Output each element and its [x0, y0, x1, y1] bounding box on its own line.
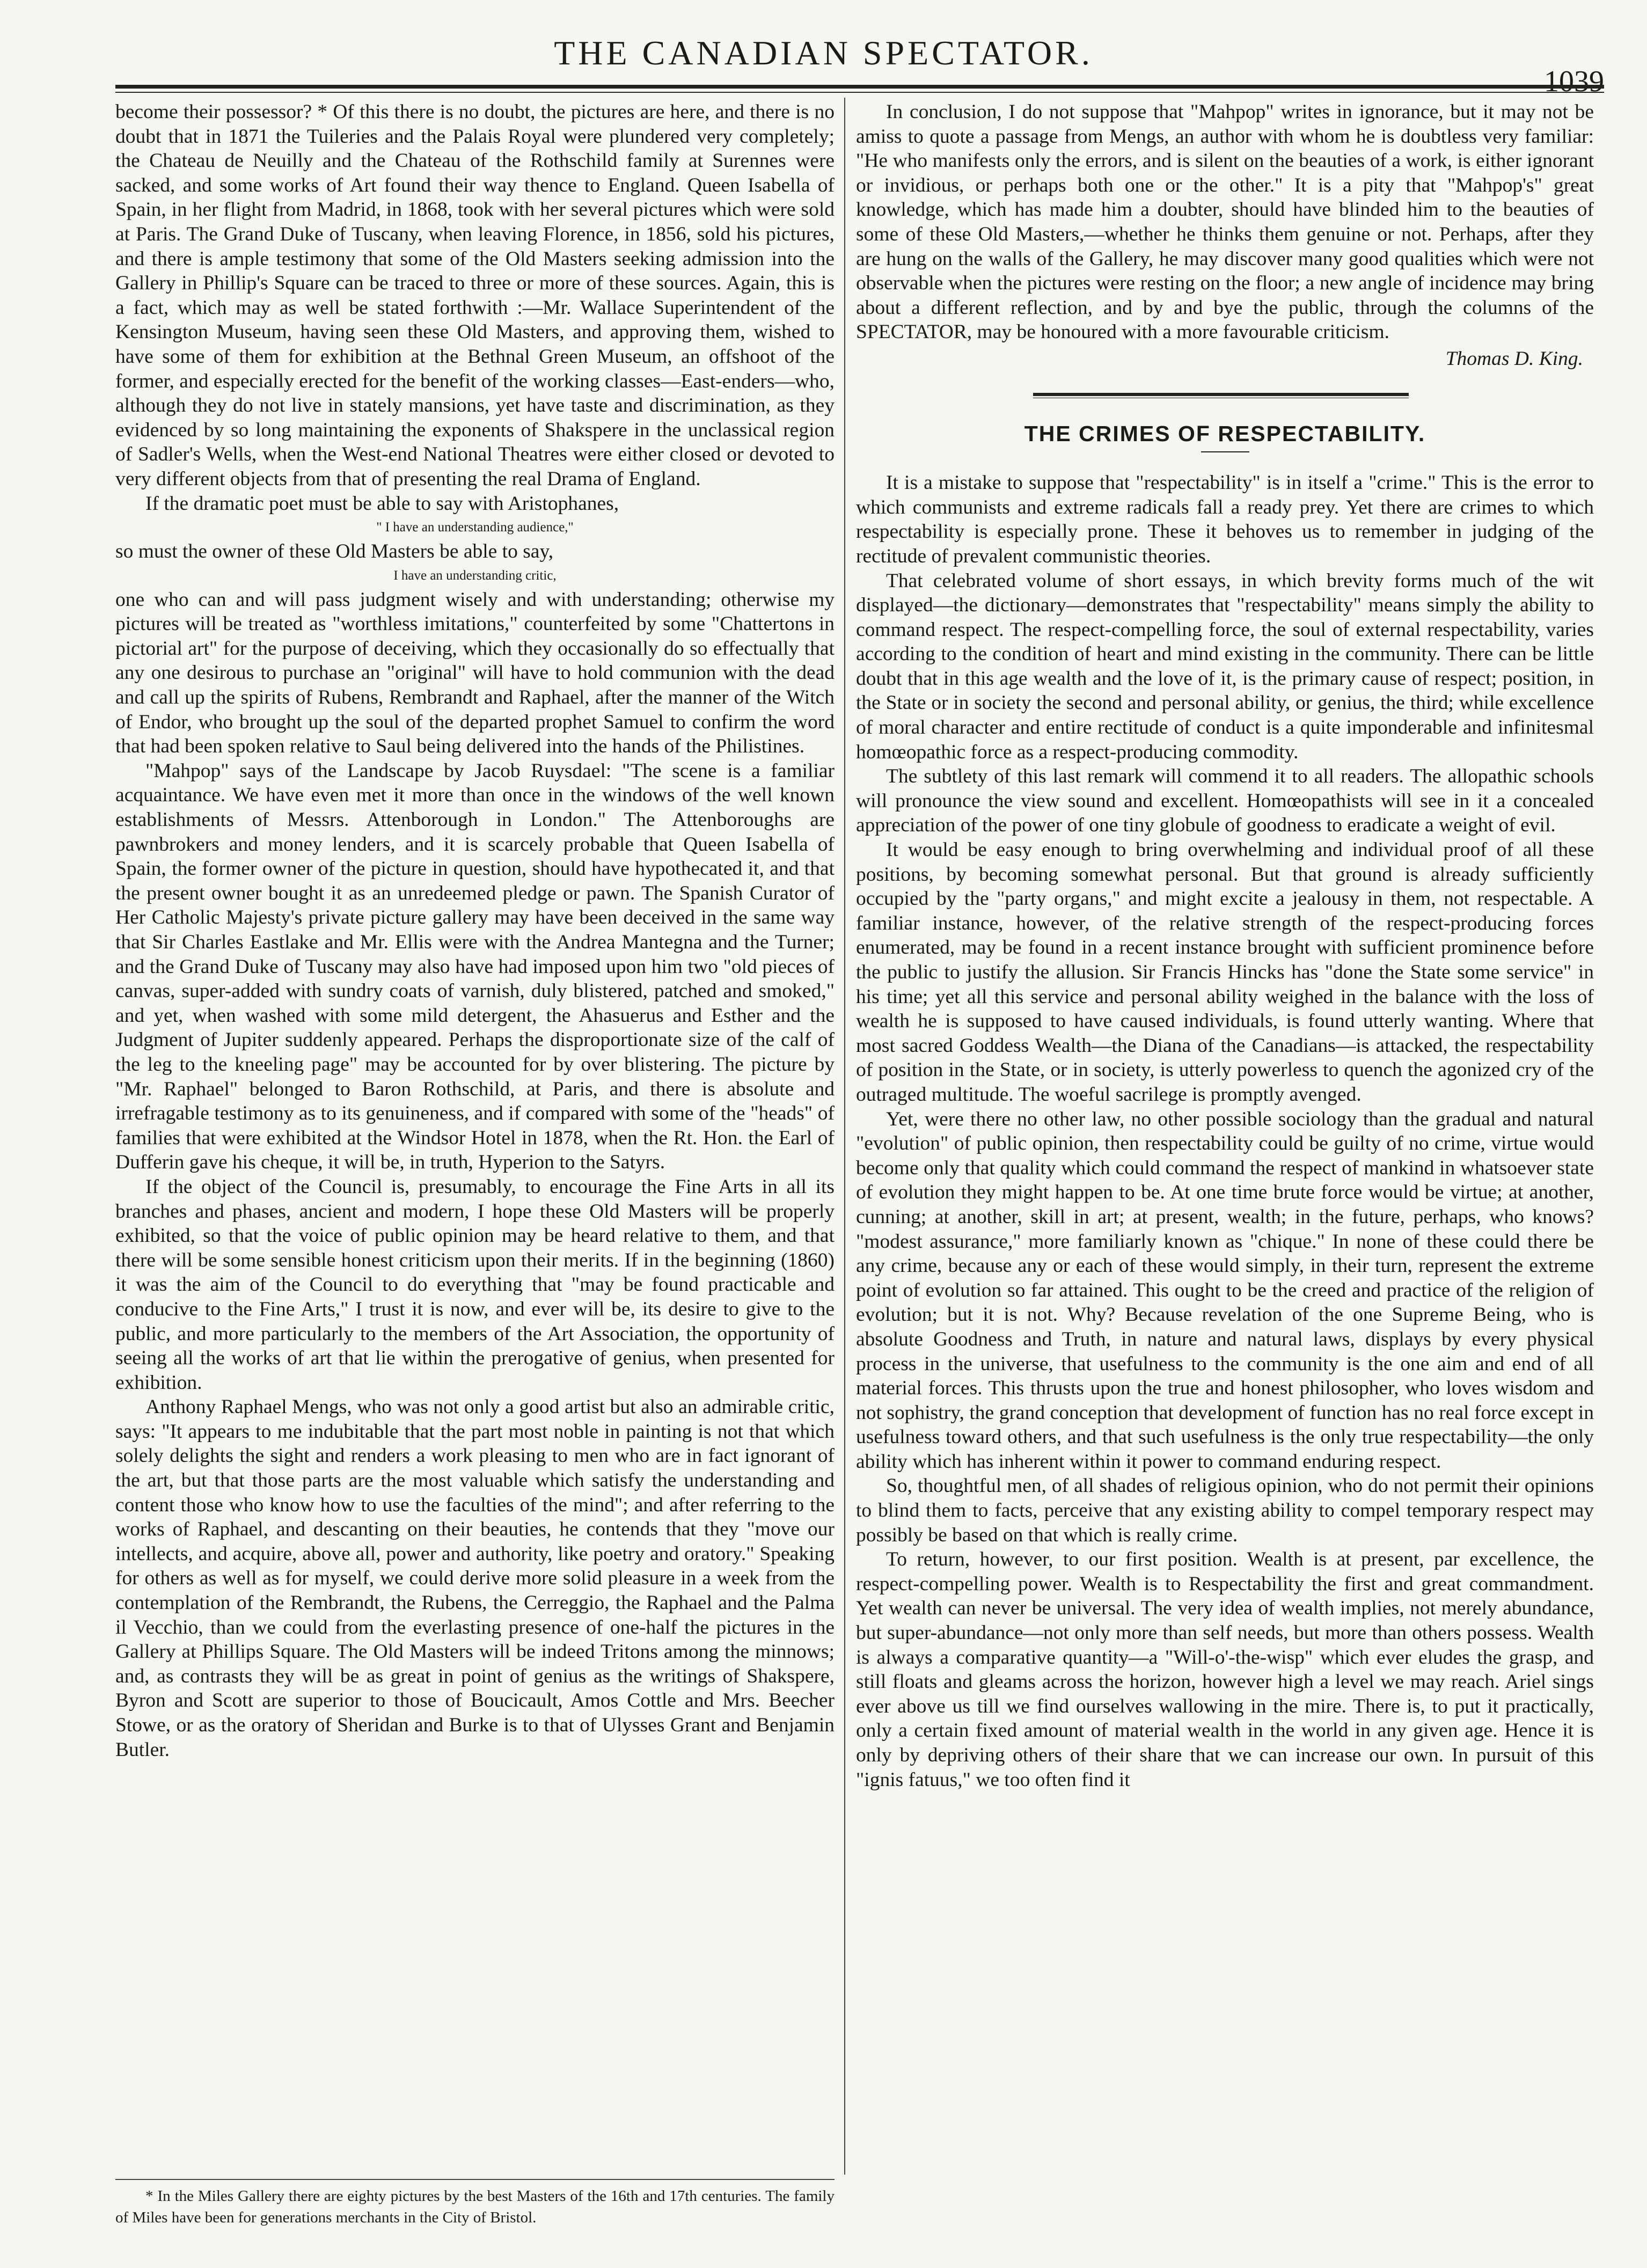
paragraph: so must the owner of these Old Masters be able to say,	[115, 540, 554, 563]
page-title: THE CANADIAN SPECTATOR.	[554, 34, 1093, 72]
paragraph: become their possessor? * Of this there is no doubt, the pictures are here, and there is no doubt that in 1871 the Tuileries and the Palais Royal were plundered very completely; the Chateau de Neuilly and the Chateau of the Rothschild family at Surennes were sacked, and some works of Art found their way thence to England. Queen Isabella of Spain, in her flight from Madrid, in 1868, took with her several pictures which were sold at Paris. The Grand Duke of Tuscany, when leaving Florence, in 1856, sold his pictures, and there is ample testimony that some of the Old Masters seeking admission into the Gallery in Phillip's Square can be traced to three or more of these sources. Again, this is a fact, which may as well be stated forthwith :—Mr. Wallace Superintendent of the Kensington Museum, having seen these Old Masters, and approving them, wished to have some of them for exhibition at the Bethnal Green Museum, an offshoot of the former, and especially erected for the benefit of the working classes—East-enders—who, although they do not live in stately mansions, yet have taste and discrimination, as they evidenced by so long maintaining the exponents of Shakspere in the unclassical region of Sadler's Wells, when the West-end National Theatres were either closed or devoted to very different objects from that of presenting the real Drama of England.	[115, 101, 835, 490]
paragraph: Anthony Raphael Mengs, who was not only a good artist but also an admirable critic, says: "It appears to me indubitable that the part most noble in painting is not that which solely delights the sight and renders a work pleasing to men who are in fact ignorant of the art, but that those parts are the most valuable which satisfy the understanding and content those who know how to use the faculties of the mind"; and after referring to the works of Raphael, and descanting on their beauties, he contends that they "move our intellects, and acquire, above all, power and authority, like poetry and oratory." Speaking for others as well as for myself, we could derive more solid pleasure in a week from the contemplation of the Rembrandt, the Rubens, the Cerreggio, the Raphael and the Palma il Vecchio, than we could from the everlasting presence of one-half the pictures in the Gallery at Phillips Square. The Old Masters will be indeed Tritons among the minnows; and, as contrasts they will be as great in point of genius as the writings of Shakspere, Byron and Scott are superior to those of Boucicault, Amos Cottle and Mrs. Beecher Stowe, or as the oratory of Sheridan and Burke is to that of Ulysses Grant and Benjamin Butler.	[115, 1396, 835, 1761]
paragraph: Yet, were there no other law, no other possible sociology than the gradual and natural "evolution" of public opinion, then respectability could be guilty of no crime, virtue would become only that quality which could command the respect of mankind in whatsoever state of evolution they might happen to be. At one time brute force would be virtue; at another, cunning; at another, skill in art; at present, wealth; in the future, perhaps, who knows? "modest assurance," more familiarly known as "chique." In none of these could there be any crime, because any or each of these would simply, in their turn, represent the extreme point of evolution so far attained. This ought to be the creed and practice of the religion of evolution; but it is not. Why? Because revelation of the one Supreme Being, who is absolute Goodness and Truth, in nature and natural laws, displays by every physical process in the universe, that usefulness to the community is the one aim and end of all material forces. This thrusts upon the true and honest philosopher, who loves wisdom and not sophistry, the grand conception that development of function has no real force except in usefulness toward others, and that such usefulness is the only true respectability—the only ability which has inherent within it power to command enduring respect.	[856, 1108, 1594, 1473]
paragraph: It is a mistake to suppose that "respectability" is in itself a "crime." This is the error to which communists and extreme radicals fall a ready prey. Yet there are crimes to which respectability is especially prone. These it behoves us to remember in judging of the rectitude of prevalent communistic theories.	[856, 472, 1594, 567]
page-number: 1039	[1544, 65, 1604, 98]
header-rule	[115, 85, 1604, 93]
paragraph: If the dramatic poet must be able to say with Aristophanes,	[145, 492, 619, 515]
author-signature: Thomas D. King.	[1445, 347, 1583, 370]
quotation: " I have an understanding audience,"	[376, 520, 574, 535]
paragraph: The subtlety of this last remark will commend it to all readers. The allopathic schools will pronounce the view sound and excellent. Homœopathists will see in it a concealed appreciation of the power of one tiny globule of goodness to eradicate a weight of evil.	[856, 765, 1594, 837]
title-rule	[1201, 451, 1249, 452]
article-separator	[1033, 393, 1409, 398]
right-column	[856, 100, 1594, 2230]
paragraph: So, thoughtful men, of all shades of religious opinion, who do not permit their opinions to blind them to facts, perceive that any existing ability to compel temporary respect may possibly be based on that which is really crime.	[856, 1475, 1594, 1546]
quotation: I have an understanding critic,	[393, 568, 557, 583]
footnote	[115, 2185, 835, 2228]
column-divider	[844, 98, 845, 2175]
paragraph: one who can and will pass judgment wisely and with understanding; otherwise my pictures will be treated as "worthless imitations," counterfeited by some "Chattertons in pictorial art" for the purpose of deceiving, which they occasionally do so effectually that any one desirous to purchase an "original" will have to hold communion with the dead and call up the spirits of Rubens, Rembrandt and Raphael, after the manner of the Witch of Endor, who brought up the soul of the departed prophet Samuel to confirm the word that had been spoken relative to Saul being delivered into the hands of the Philistines.	[115, 588, 835, 758]
article-title: THE CRIMES OF RESPECTABILITY.	[1024, 421, 1426, 446]
paragraph: If the object of the Council is, presumably, to encourage the Fine Arts in all its branches and phases, ancient and modern, I hope these Old Masters will be properly exhibited, so that the voice of public opinion may be heard relative to them, and that there will be some sensible honest criticism upon their merits. If in the beginning (1860) it was the aim of the Council to do everything that "may be found practicable and conducive to the Fine Arts," I trust it is now, and ever will be, its desire to give to the public, and more particularly to the members of the Art Association, the opportunity of seeing all the works of art that lie within the prerogative of genius, when presented for exhibition.	[115, 1175, 835, 1394]
footnote-rule	[115, 2179, 835, 2180]
footnote-text: * In the Miles Gallery there are eighty pictures by the best Masters of the 16th and 17th centuries. The family of Miles have been for generations merchants in the City of Bristol.	[115, 2187, 835, 2226]
paragraph: To return, however, to our first position. Wealth is at present, par excellence, the respect-compelling power. Wealth is to Respectability the first and great commandment. Yet wealth can never be universal. The very idea of wealth implies, not merely abundance, but super-abundance—not only more than self needs, but more than others possess. Wealth is always a comparative quantity—a "Will-o'-the-wisp" which ever eludes the grasp, and still floats and gleams across the horizon, however high a level we may reach. Ariel sings ever above us till we find ourselves wallowing in the mire. There is, to put it practically, only a certain fixed amount of material wealth in the world in any given age. Hence it is only by depriving others of their share that we can increase our own. In pursuit of this "ignis fatuus," we too often find it	[856, 1548, 1594, 1791]
paragraph: That celebrated volume of short essays, in which brevity forms much of the wit displayed—the dictionary—demonstrates that "respectability" means simply the ability to command respect. The respect-compelling force, the soul of external respectability, varies according to the condition of heart and mind existing in the community. There can be little doubt that in this age wealth and the love of it, is the primary cause of respect; position, in the State or in society the second and personal ability, or genius, the third; while excellence of moral character and entire rectitude of conduct is a quite imponderable and infinitesmal homœopathic force as a respect-producing commodity.	[856, 569, 1594, 763]
paragraph: "Mahpop" says of the Landscape by Jacob Ruysdael: "The scene is a familiar acquaintance. We have even met it more than once in the windows of the well known establishments of Messrs. Attenborough in London." The Attenboroughs are pawnbrokers and money lenders, and it is scarcely probable that Queen Isabella of Spain, the former owner of the picture in question, should have hypothecated it, and that the present owner bought it as an unredeemed pledge or pawn. The Spanish Curator of Her Catholic Majesty's private picture gallery may have been deceived in the same way that Sir Charles Eastlake and Mr. Ellis were with the Andrea Mantegna and the Turner; and the Grand Duke of Tuscany may also have had imposed upon him two "old pieces of canvas, super-added with sundry coats of varnish, duly blistered, patched and smoked," and yet, when washed with some mild detergent, the Ahasuerus and Esther and the Judgment of Jupiter suddenly appeared. Perhaps the disproportionate size of the calf of the leg to the kneeling page" may be accounted for by over blistering. The picture by "Mr. Raphael" belonged to Baron Rothschild, at Paris, and there is absolute and irrefragable testimony as to its genuineness, and if compared with some of the "heads" of families that were exhibited at the Windsor Hotel in 1878, when the Rt. Hon. the Earl of Dufferin gave his cheque, it will be, in truth, Hyperion to the Satyrs.	[115, 759, 835, 1174]
paragraph: In conclusion, I do not suppose that "Mahpop" writes in ignorance, but it may not be amiss to quote a passage from Mengs, an author with whom he is doubtless very familiar: "He who manifests only the errors, and is silent on the beauties of a work, is either ignorant or invidious, or perhaps both one or the other." It is a pity that "Mahpop's" great knowledge, which has made him a doubter, should have blinded him to the beauties of some of these Old Masters,—whether he thinks them genuine or not. Perhaps, after they are hung on the walls of the Gallery, he may discover many good qualities which were not observable when the pictures were resting on the floor; a new angle of incidence may bring about a different reflection, and by and bye the public, through the columns of the SPECTATOR, may be honoured with a more favourable criticism.	[856, 101, 1594, 343]
left-column	[115, 100, 835, 2171]
paragraph: It would be easy enough to bring overwhelming and individual proof of all these positions, by becoming somewhat personal. But that ground is already sufficiently occupied by the "party organs," and might excite a jealousy in them, not respectable. A familiar instance, however, of the relative strength of the respect-producing forces enumerated, may be found in a recent instance brought with sufficient prominence before the public to justify the allusion. Sir Francis Hincks has "done the State some service" in his time; yet all this service and personal ability weighed in the balance with the loss of wealth he is supposed to have caused individuals, is found utterly wanting. Where that most sacred Goddess Wealth—the Diana of the Canadians—is attacked, the respectability of position in the State, or in society, is utterly powerless to quench the agonized cry of the outraged multitude. The woeful sacrilege is promptly avenged.	[856, 839, 1594, 1106]
